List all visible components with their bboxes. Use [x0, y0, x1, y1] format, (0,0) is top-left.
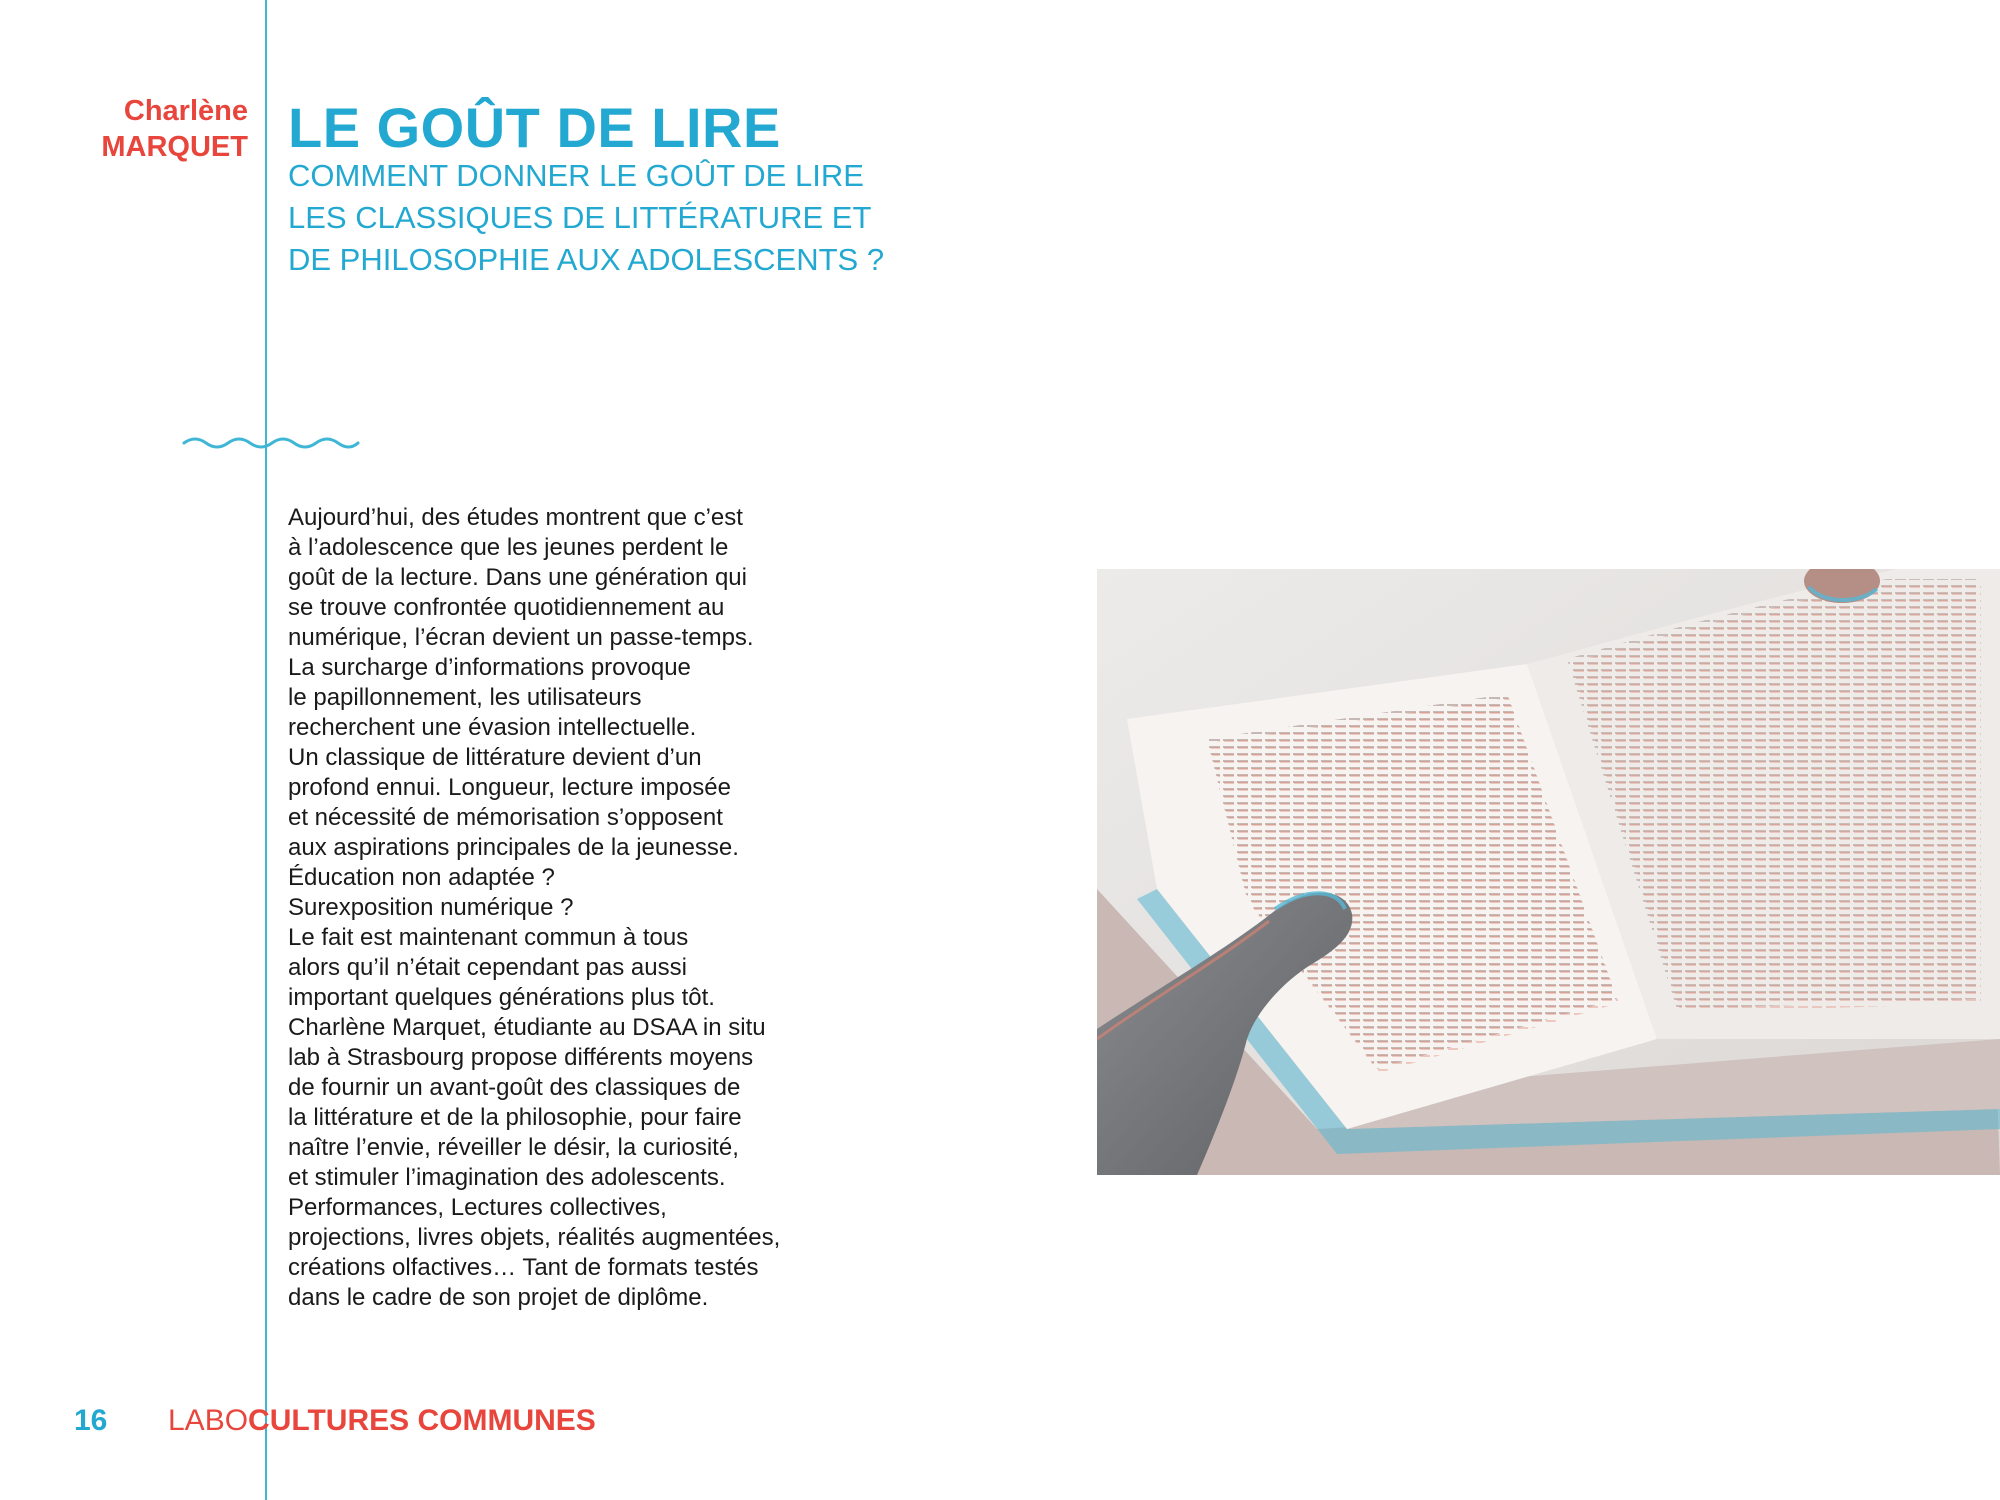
- author-name: [101, 93, 248, 165]
- wave-divider: [182, 433, 360, 453]
- body-line: de fournir un avant-goût des classiques de: [288, 1074, 741, 1101]
- body-line: recherchent une évasion intellectuelle.: [288, 714, 697, 741]
- body-line: se trouve confrontée quotidiennement au: [288, 594, 725, 621]
- body-line: alors qu’il n’était cependant pas aussi: [288, 954, 687, 981]
- body-line: Éducation non adaptée ?: [288, 864, 555, 891]
- open-book-photo: [1097, 569, 2000, 1175]
- body-line: Un classique de littérature devient d’un: [288, 744, 702, 771]
- author-last-name: MARQUET: [101, 131, 248, 163]
- article-subtitle: [288, 155, 928, 281]
- body-line: Charlène Marquet, étudiante au DSAA in situ: [288, 1014, 766, 1041]
- body-line: goût de la lecture. Dans une génération qui: [288, 564, 747, 591]
- body-line: et stimuler l’imagination des adolescents.: [288, 1164, 726, 1191]
- body-line: Surexposition numérique ?: [288, 894, 574, 921]
- body-line: lab à Strasbourg propose différents moyens: [288, 1044, 754, 1071]
- body-line: la littérature et de la philosophie, pour faire: [288, 1104, 742, 1131]
- page-number: 16: [74, 1404, 108, 1437]
- footer-section: CULTURES COMMUNES: [248, 1404, 596, 1437]
- body-line: aux aspirations principales de la jeunesse.: [288, 834, 739, 861]
- body-line: numérique, l’écran devient un passe-temps.: [288, 624, 754, 651]
- subtitle-line: COMMENT DONNER LE GOÛT DE LIRE: [288, 158, 864, 193]
- vertical-rule: [265, 0, 267, 1500]
- body-line: naître l’envie, réveiller le désir, la curiosité,: [288, 1134, 739, 1161]
- subtitle-line: LES CLASSIQUES DE LITTÉRATURE ET: [288, 200, 872, 235]
- body-line: à l’adolescence que les jeunes perdent le: [288, 534, 729, 561]
- body-line: le papillonnement, les utilisateurs: [288, 684, 642, 711]
- body-line: projections, livres objets, réalités augmentées,: [288, 1224, 781, 1251]
- body-line: profond ennui. Longueur, lecture imposée: [288, 774, 731, 801]
- body-line: Le fait est maintenant commun à tous: [288, 924, 689, 951]
- body-line: et nécessité de mémorisation s’opposent: [288, 804, 723, 831]
- body-line: créations olfactives… Tant de formats testés: [288, 1254, 759, 1281]
- author-first-name: Charlène: [123, 95, 248, 127]
- body-line: dans le cadre de son projet de diplôme.: [288, 1284, 709, 1311]
- subtitle-line: DE PHILOSOPHIE AUX ADOLESCENTS ?: [288, 242, 885, 277]
- footer-labo: LABO: [168, 1404, 249, 1437]
- article-body: [288, 503, 888, 1313]
- article-title: LE GOÛT DE LIRE: [288, 96, 781, 159]
- body-line: important quelques générations plus tôt.: [288, 984, 715, 1011]
- body-line: La surcharge d’informations provoque: [288, 654, 691, 681]
- footer-brand: [168, 1403, 596, 1439]
- body-line: Aujourd’hui, des études montrent que c’est: [288, 504, 743, 531]
- body-line: Performances, Lectures collectives,: [288, 1194, 667, 1221]
- open-book-illustration: [1097, 569, 2000, 1175]
